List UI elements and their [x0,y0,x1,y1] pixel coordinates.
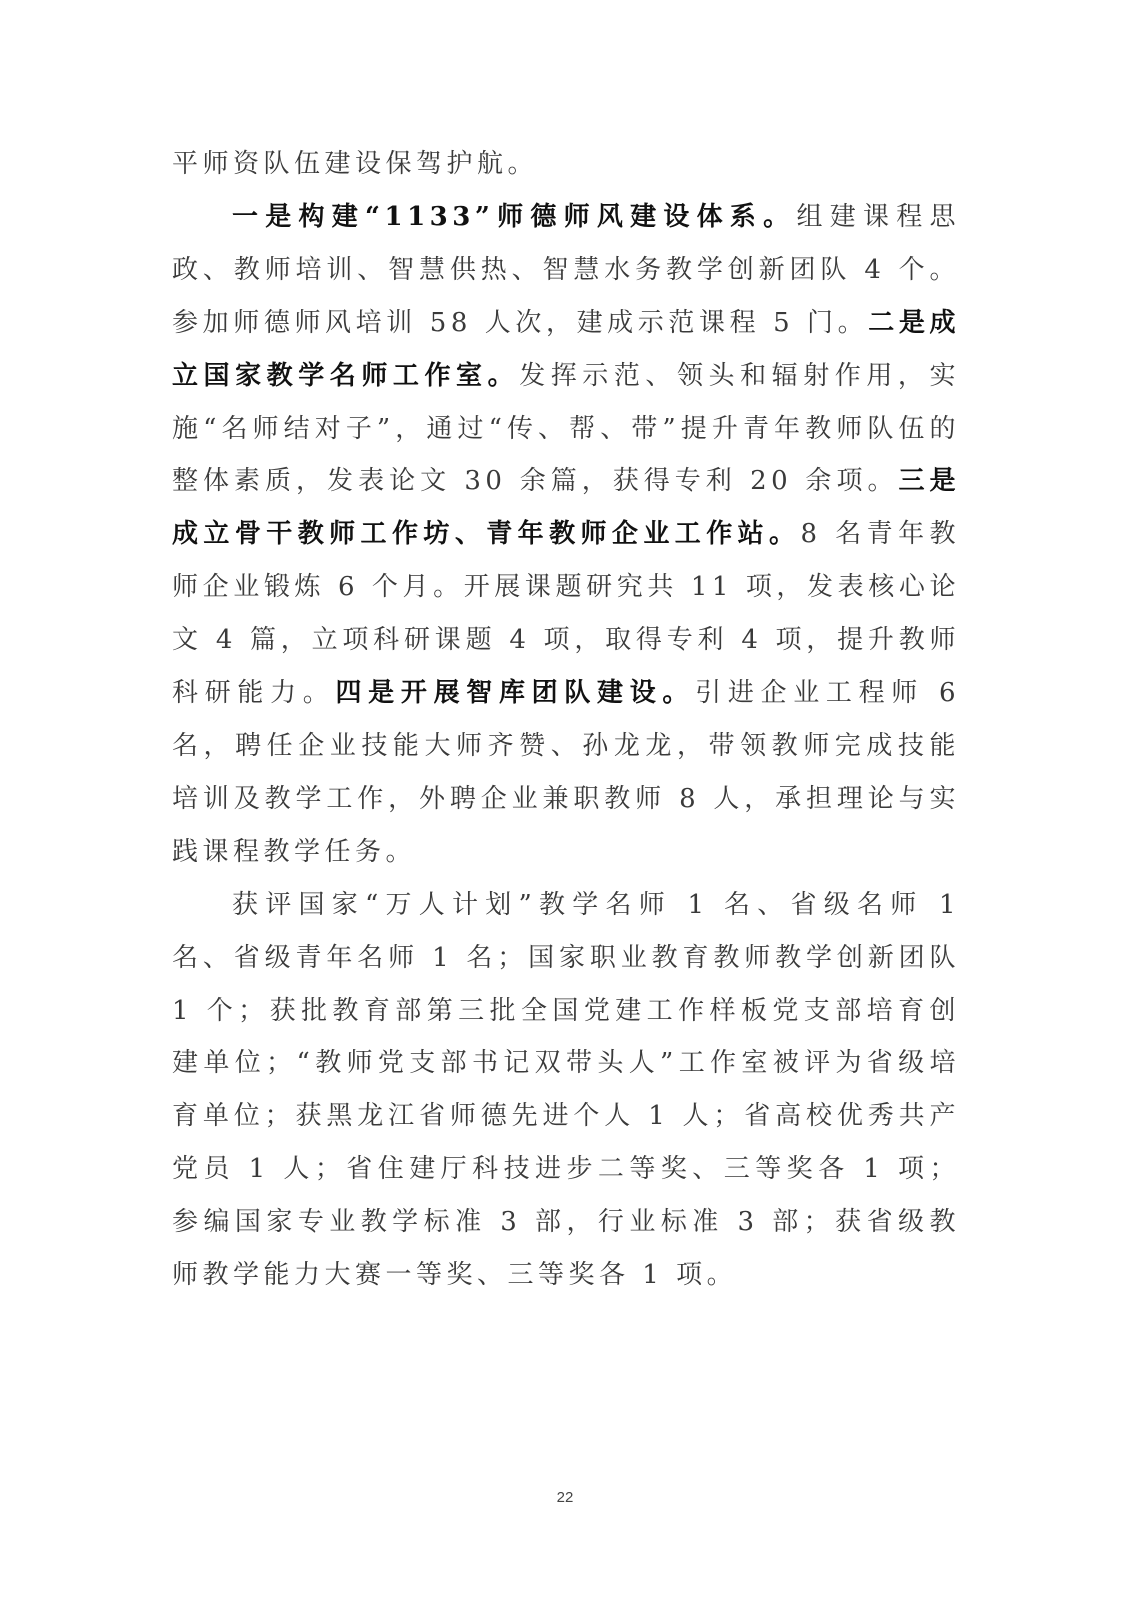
heading-run-4: 四是开展智库团队建设。 [335,678,696,709]
page-number: 22 [556,1489,574,1506]
document-body [172,138,960,1302]
text-run: 获评国家“万人计划”教学名师 1 名、省级名师 1 名、省级青年名师 1 名；国家职业教育教师教学创新团队 1 个；获批教育部第三批全国党建工作样板党支部培育创建单位；“教师党支部书记双带头人”工作室被评为省级培育单位；获黑龙江省师德先进个人 1 人；省高校优秀共产党员 1 人；省住建厅科技进步二等奖、三等奖各 1 项；参编国家专业教学标准 3 部，行业标准 3 部；获省级教师教学能力大赛一等奖、三等奖各 1 项。 [172,889,960,1291]
paragraph-1 [172,138,960,191]
heading-run-3: 三是成立骨干教师工作坊、青年教师企业工作站。 [172,466,960,550]
text-run: 发挥示范、领头和辐射作用，实施“名师结对子”，通过“传、帮、带”提升青年教师队伍的整体素质，发表论文 30 余篇，获得专利 20 余项。 [172,360,960,497]
text-run: 引进企业工程师 6 名，聘任企业技能大师齐赞、孙龙龙，带领教师完成技能培训及教学工作，外聘企业兼职教师 8 人，承担理论与实践课程教学任务。 [172,678,960,867]
heading-run-1: 一是构建“1133”师德师风建设体系。 [232,201,797,232]
text-run: 组建课程思政、教师培训、智慧供热、智慧水务教学创新团队 4 个。参加师德师风培训 58 人次，建成示范课程 5 门。 [172,201,960,338]
paragraph-2 [172,191,960,879]
text-run: 平师资队伍建设保驾护航。 [172,149,539,179]
paragraph-3 [172,879,960,1302]
heading-run-2: 二是成立国家教学名师工作室。 [172,307,960,391]
text-run: 8 名青年教师企业锻炼 6 个月。开展课题研究共 11 项，发表核心论文 4 篇，立项科研课题 4 项，取得专利 4 项，提升教师科研能力。 [172,519,960,709]
